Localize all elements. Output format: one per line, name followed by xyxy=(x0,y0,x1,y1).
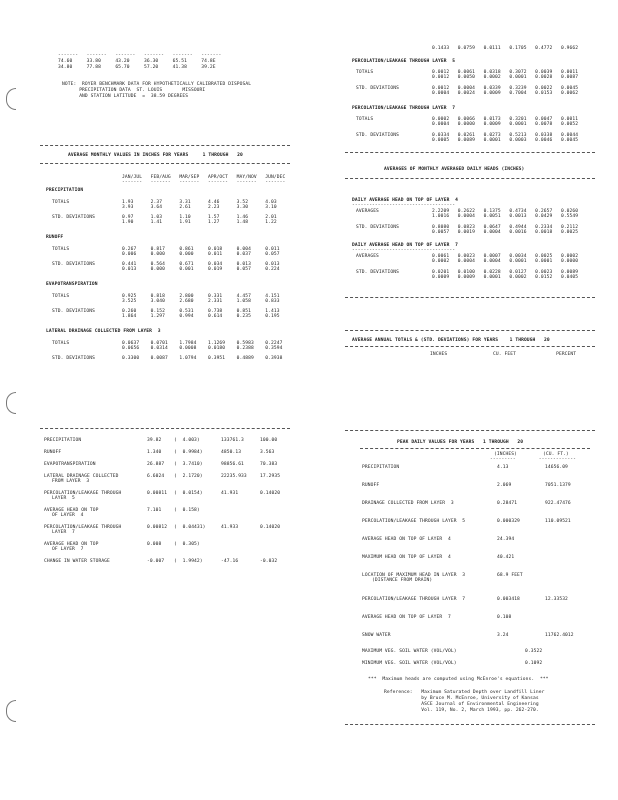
value-inches: 24.394 xyxy=(497,537,515,542)
row-label: STD. DEVIATIONS xyxy=(52,215,95,220)
row-label: STD. DEVIATIONS xyxy=(52,356,95,361)
reference-line: Reference: Maximum Saturated Depth over Landfill Liner xyxy=(384,690,545,695)
section-title: PERCOLATION/LEAKAGE THROUGH LAYER 5 xyxy=(352,59,456,64)
row-values: 1.864 1.297 0.994 0.614 0.235 0.195 xyxy=(122,314,280,319)
data-row: 34.80 77.88 65.70 57.20 41.38 39.2E xyxy=(58,65,216,70)
value-inches: 0.000329 xyxy=(497,519,520,524)
annual-columns: INCHES CU. FEET PERCENT xyxy=(430,352,577,357)
value-inches: 0.00812 xyxy=(147,525,168,530)
row-label: PERCOLATION/LEAKAGE THROUGH LAYER 5 xyxy=(362,519,466,524)
row-values: 0.0334 0.0261 0.0273 0.5213 0.0338 0.0044 xyxy=(432,133,579,138)
note-line: PRECIPITATION DATA ST. LOUIS MISSOURI xyxy=(62,88,206,93)
minveg-label: MINIMUM VEG. SOIL WATER (VOL/VOL) xyxy=(362,661,457,666)
monthly-header: JAN/JUL FEB/AUG MAR/SEP APR/OCT MAY/NOV JUN/DEC xyxy=(122,175,286,180)
row-values: 0.0012 0.0050 0.0002 0.0001 0.0028 0.0087 xyxy=(432,75,579,80)
row-label: STD. DEVIATIONS xyxy=(356,86,399,91)
dash-row: ------- ------- ------- ------- ------- ------- xyxy=(58,53,222,58)
value-percent: -0.032 xyxy=(260,559,278,564)
row-values: 0.0057 0.0019 0.0004 0.0016 0.0018 0.0025 xyxy=(432,230,579,235)
value-percent: 70.383 xyxy=(260,462,278,467)
section-name: LATERAL DRAINAGE COLLECTED FROM LAYER 3 xyxy=(46,329,161,334)
row-sublabel: LAYER 5 xyxy=(52,496,75,501)
row-values: 2.2209 0.2622 0.1375 0.4734 0.2657 0.0260 xyxy=(432,209,579,214)
row-label: TOTALS xyxy=(52,294,70,299)
row-sublabel: (DISTANCE FROM DRAIN) xyxy=(372,578,433,583)
reference-line: ASCE Journal of Environmental Engineering xyxy=(384,702,539,707)
value-std: ( 1.9942) xyxy=(174,559,203,564)
value-inches: 0.00811 xyxy=(147,491,168,496)
divider xyxy=(345,330,595,331)
minveg-value: 0.1092 xyxy=(525,661,543,666)
note-line: AND STATION LATITUDE = 38.59 DEGREES xyxy=(62,94,189,99)
value-cuft: 110.09521 xyxy=(545,519,571,524)
row-values: 0.0004 0.0024 0.0009 0.7004 0.0153 0.0062 xyxy=(432,91,579,96)
value-inches: 40.421 xyxy=(497,555,515,560)
value-inches: 1.340 xyxy=(147,450,162,455)
value-inches: -0.007 xyxy=(147,559,165,564)
annual-title: AVERAGE ANNUAL TOTALS & (STD. DEVIATIONS) FOR YEARS 1 THROUGH 20 xyxy=(352,338,550,343)
heads-title: AVERAGES OF MONTHLY AVERAGED DAILY HEADS (INCHES) xyxy=(384,167,525,172)
row-label: LOCATION OF MAXIMUM HEAD IN LAYER 3 xyxy=(362,573,466,578)
row-label: STD. DEVIATIONS xyxy=(356,270,399,275)
value-inches: 4.13 xyxy=(497,465,509,470)
row-values: 0.0061 0.0023 0.0007 0.0034 0.0025 0.0002 xyxy=(432,254,579,259)
row-values: 1.93 2.37 3.31 4.46 3.52 4.03 xyxy=(122,200,277,205)
row-values: 0.0656 0.0314 0.0008 0.0180 0.2388 0.3594 xyxy=(122,346,283,351)
value-inches: 2.069 xyxy=(497,483,512,488)
row-values: 0.925 0.818 2.800 0.331 4.457 4.151 xyxy=(122,294,280,299)
row-values: 1.90 1.41 1.91 1.27 1.48 1.22 xyxy=(122,220,277,225)
row-values: 0.0002 0.0066 0.0173 0.3201 0.0047 0.0011 xyxy=(432,117,579,122)
row-values: 0.260 0.152 0.531 0.738 0.851 1.413 xyxy=(122,309,280,314)
footnote: *** Maximum heads are computed using McEnroe's equations. *** xyxy=(368,677,549,682)
row-label: AVERAGE HEAD ON TOP OF LAYER 4 xyxy=(362,537,451,542)
section-name: EVAPOTRANSPIRATION xyxy=(46,282,98,287)
row-values: 3.93 3.64 2.61 2.23 3.30 3.10 xyxy=(122,205,277,210)
value-percent: 17.2935 xyxy=(260,474,281,479)
row-label: SNOW WATER xyxy=(362,633,391,638)
row-label: TOTALS xyxy=(356,117,374,122)
value-inches: 6.6024 xyxy=(147,474,165,479)
value-std: ( 0.158) xyxy=(174,508,200,513)
binder-hole xyxy=(6,88,16,110)
row-label: AVERAGES xyxy=(356,209,379,214)
value-inches: 0.28471 xyxy=(497,501,518,506)
value-cuft: 11762.4012 xyxy=(545,633,574,638)
row-values: 0.013 0.000 0.001 0.019 0.057 0.224 xyxy=(122,267,280,272)
value-inches: 68.9 FEET xyxy=(497,573,523,578)
divider xyxy=(40,163,290,164)
divider xyxy=(345,430,595,431)
row-values: 0.0637 0.0701 1.7984 1.1269 0.5983 0.2247 xyxy=(122,341,283,346)
row-sublabel: OF LAYER 7 xyxy=(52,547,84,552)
value-cuft: 922.47476 xyxy=(545,501,571,506)
header-dashes: ------------------------------------ xyxy=(352,248,456,253)
row-sublabel: OF LAYER 4 xyxy=(52,513,84,518)
section-name: PRECIPITATION xyxy=(46,188,84,193)
value-percent: 3.563 xyxy=(260,450,275,455)
row-values: 0.3300 0.0087 1.0794 0.3951 0.4889 0.3938 xyxy=(122,356,283,361)
note-line: NOTE: ROYER BENCHMARK DATA FOR HYPOTHETICALLY CALIBRATED DISPOSAL xyxy=(62,82,252,87)
value-cuft: 4850.13 xyxy=(221,450,242,455)
value-cuft: 14656.09 xyxy=(545,465,568,470)
row-values: 1.0016 0.0004 0.0051 0.0013 0.0429 0.5549 xyxy=(432,214,579,219)
row-values: 0.441 0.564 0.671 0.034 0.013 0.013 xyxy=(122,262,280,267)
data-row: 74.60 33.80 43.20 36.30 65.51 74.8E xyxy=(58,59,216,64)
row-label: STD. DEVIATIONS xyxy=(52,309,95,314)
row-values: 0.0004 0.0000 0.0009 0.0001 0.0078 0.0052 xyxy=(432,122,579,127)
header-dashes: --------- ------------- xyxy=(490,457,576,462)
row-label: STD. DEVIATIONS xyxy=(356,133,399,138)
value-std: ( 4.003) xyxy=(174,438,200,443)
value-cuft: 41.931 xyxy=(221,491,239,496)
row-values: 0.006 0.000 0.000 0.011 0.037 0.057 xyxy=(122,252,280,257)
reference-line: Vol. 119, No. 2, March 1993, pp. 262-270. xyxy=(384,708,539,713)
value-inches: 0.108 xyxy=(497,615,512,620)
row-label: PERCOLATION/LEAKAGE THROUGH LAYER 7 xyxy=(362,597,466,602)
binder-hole xyxy=(6,392,16,414)
row-label: DRAINAGE COLLECTED FROM LAYER 3 xyxy=(362,501,454,506)
section-title: PERCOLATION/LEAKAGE THROUGH LAYER 7 xyxy=(352,106,456,111)
value-cuft: 22235.933 xyxy=(221,474,247,479)
divider xyxy=(345,178,595,179)
row-label: PERCOLATION/LEAKAGE THROUGH xyxy=(44,491,122,496)
row-label: AVERAGE HEAD ON TOP xyxy=(44,508,99,513)
value-std: ( 3.7410) xyxy=(174,462,203,467)
binder-hole xyxy=(6,700,16,722)
divider xyxy=(360,448,590,449)
monthly-title: AVERAGE MONTHLY VALUES IN INCHES FOR YEARS 1 THROUGH 20 xyxy=(68,153,243,158)
divider xyxy=(345,724,595,725)
row-label: TOTALS xyxy=(52,247,70,252)
section-title: DAILY AVERAGE HEAD ON TOP OF LAYER 7 xyxy=(352,243,459,248)
value-cuft: 133761.3 xyxy=(221,438,244,443)
value-inches: 0.003418 xyxy=(497,597,520,602)
data-row: 0.1433 0.0759 0.0111 0.1705 0.4772 0.9662 xyxy=(432,46,579,51)
row-sublabel: LAYER 7 xyxy=(52,530,75,535)
value-cuft: 7051.1379 xyxy=(545,483,571,488)
row-label: AVERAGES xyxy=(356,254,379,259)
row-label: STD. DEVIATIONS xyxy=(356,225,399,230)
row-label: CHANGE IN WATER STORAGE xyxy=(44,559,110,564)
maxveg-label: MAXIMUM VEG. SOIL WATER (VOL/VOL) xyxy=(362,649,457,654)
value-inches: 26.887 xyxy=(147,462,165,467)
peak-col-cuft: (CU. FT.) xyxy=(543,452,569,457)
section-name: RUNOFF xyxy=(46,235,64,240)
value-inches: 3.24 xyxy=(497,633,509,638)
value-percent: 100.00 xyxy=(260,438,278,443)
value-cuft: -47.16 xyxy=(221,559,239,564)
divider xyxy=(40,145,290,146)
row-label: EVAPOTRANSPIRATION xyxy=(44,462,96,467)
peak-title: PEAK DAILY VALUES FOR YEARS 1 THROUGH 20 xyxy=(397,440,524,445)
value-inches: 39.82 xyxy=(147,438,162,443)
maxveg-value: 0.3522 xyxy=(525,649,543,654)
value-inches: 0.008 xyxy=(147,542,162,547)
divider xyxy=(345,346,595,347)
value-inches: 7.101 xyxy=(147,508,162,513)
row-label: STD. DEVIATIONS xyxy=(52,262,95,267)
row-label: RUNOFF xyxy=(362,483,380,488)
reference-line: by Bruce M. McEnroe, University of Kansas xyxy=(384,696,539,701)
value-std: ( 0.9984) xyxy=(174,450,203,455)
value-percent: 0.14020 xyxy=(260,491,281,496)
row-label: AVERAGE HEAD ON TOP xyxy=(44,542,99,547)
value-std: ( 0.0154) xyxy=(174,491,203,496)
row-values: 0.97 1.03 1.10 1.57 1.46 2.01 xyxy=(122,215,277,220)
row-label: PRECIPITATION xyxy=(44,438,82,443)
value-std: ( 2.1720) xyxy=(174,474,203,479)
row-label: AVERAGE HEAD ON TOP OF LAYER 7 xyxy=(362,615,451,620)
divider xyxy=(345,297,595,298)
divider xyxy=(40,428,290,429)
row-label: PERCOLATION/LEAKAGE THROUGH xyxy=(44,525,122,530)
header-dashes: ------- ------- ------- ------- ------- ------- xyxy=(122,180,286,185)
row-values: 3.525 3.040 2.680 2.331 1.058 0.833 xyxy=(122,299,280,304)
divider xyxy=(345,152,595,153)
value-cuft: 12.33532 xyxy=(545,597,568,602)
header-dashes: ------------------------------------ xyxy=(352,203,456,208)
row-label: TOTALS xyxy=(356,70,374,75)
row-label: MAXIMUM HEAD ON TOP OF LAYER 4 xyxy=(362,555,451,560)
value-std: ( 0.305) xyxy=(174,542,200,547)
row-values: 0.0009 0.0009 0.0001 0.0002 0.0152 0.0405 xyxy=(432,275,579,280)
row-label: TOTALS xyxy=(52,200,70,205)
row-sublabel: FROM LAYER 3 xyxy=(52,479,90,484)
row-values: 0.267 0.817 0.861 0.018 0.004 0.011 xyxy=(122,247,280,252)
row-values: 0.0012 0.0004 0.0339 0.3239 0.0022 0.0045 xyxy=(432,86,579,91)
value-cuft: 98856.61 xyxy=(221,462,244,467)
row-values: 0.8080 0.0823 0.0647 0.4944 0.2334 0.2112 xyxy=(432,225,579,230)
row-label: TOTALS xyxy=(52,341,70,346)
value-percent: 0.14020 xyxy=(260,525,281,530)
row-label: RUNOFF xyxy=(44,450,62,455)
row-values: 0.0005 0.0089 0.0001 0.0003 0.0046 0.0045 xyxy=(432,138,579,143)
row-values: 0.0201 0.0100 0.0228 0.0127 0.0023 0.0089 xyxy=(432,270,579,275)
row-values: 0.0012 0.0061 0.0318 0.3072 0.0039 0.0011 xyxy=(432,70,579,75)
peak-col-inches: (INCHES) xyxy=(494,452,517,457)
row-label: LATERAL DRAINAGE COLLECTED xyxy=(44,474,119,479)
row-values: 0.0002 0.0004 0.0004 0.0001 0.0001 0.0000 xyxy=(432,259,579,264)
section-title: DAILY AVERAGE HEAD ON TOP OF LAYER 4 xyxy=(352,198,459,203)
value-cuft: 41.933 xyxy=(221,525,239,530)
row-label: PRECIPITATION xyxy=(362,465,400,470)
value-std: ( 0.04431) xyxy=(174,525,206,530)
